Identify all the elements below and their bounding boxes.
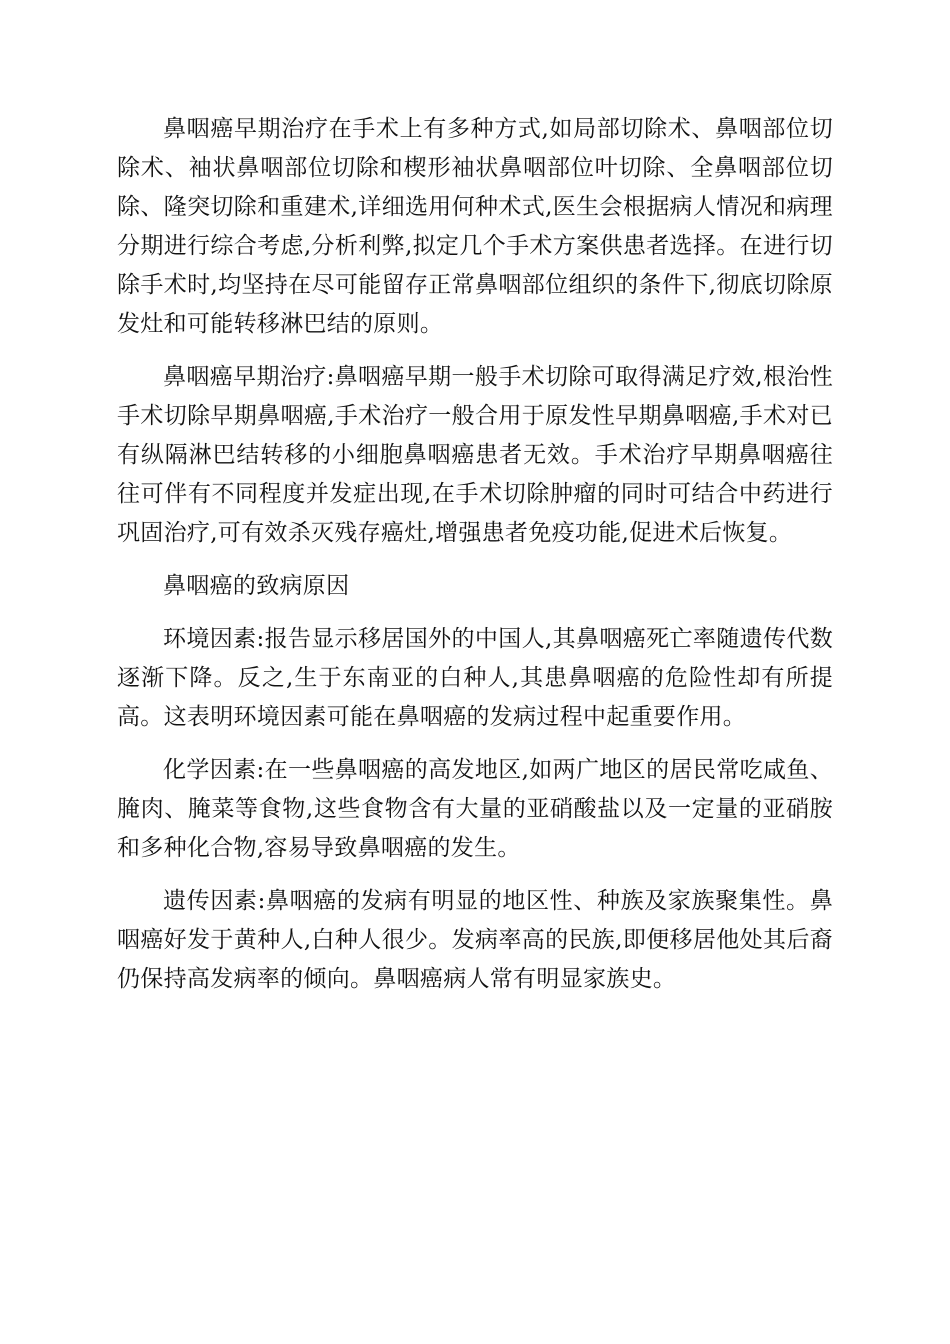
paragraph-genetic-factors: 遗传因素:鼻咽癌的发病有明显的地区性、种族及家族聚集性。鼻咽癌好发于黄种人,白种人很少。发病率高的民族,即便移居他处其后裔仍保持高发病率的倾向。鼻咽癌病人常有明显家族史。 xyxy=(117,888,833,992)
paragraph-surgery-methods: 鼻咽癌早期治疗在手术上有多种方式,如局部切除术、鼻咽部位切除术、袖状鼻咽部位切除和楔形袖状鼻咽部位叶切除、全鼻咽部位切除、隆突切除和重建术,详细选用何种术式,医生会根据病人情况和病理分期进行综合考虑,分析利弊,拟定几个手术方案供患者选择。在进行切除手术时,均坚持在尽可能留存正常鼻咽部位组织的条件下,彻底切除原发灶和可能转移淋巴结的原则。 xyxy=(117,116,833,337)
section-heading-causes: 鼻咽癌的致病原因 xyxy=(163,573,350,599)
document-page xyxy=(117,110,833,1013)
paragraph-environmental-factors: 环境因素:报告显示移居国外的中国人,其鼻咽癌死亡率随遗传代数逐渐下降。反之,生于东南亚的白种人,其患鼻咽癌的危险性却有所提高。这表明环境因素可能在鼻咽癌的发病过程中起重要作用。 xyxy=(117,626,833,730)
paragraph-early-treatment: 鼻咽癌早期治疗:鼻咽癌早期一般手术切除可取得满足疗效,根治性手术切除早期鼻咽癌,手术治疗一般合用于原发性早期鼻咽癌,手术对已有纵隔淋巴结转移的小细胞鼻咽癌患者无效。手术治疗早期鼻咽癌往往可伴有不同程度并发症出现,在手术切除肿瘤的同时可结合中药进行巩固治疗,可有效杀灭残存癌灶,增强患者免疫功能,促进术后恢复。 xyxy=(117,364,833,546)
paragraph-chemical-factors: 化学因素:在一些鼻咽癌的高发地区,如两广地区的居民常吃咸鱼、腌肉、腌菜等食物,这些食物含有大量的亚硝酸盐以及一定量的亚硝胺和多种化合物,容易导致鼻咽癌的发生。 xyxy=(117,757,833,861)
